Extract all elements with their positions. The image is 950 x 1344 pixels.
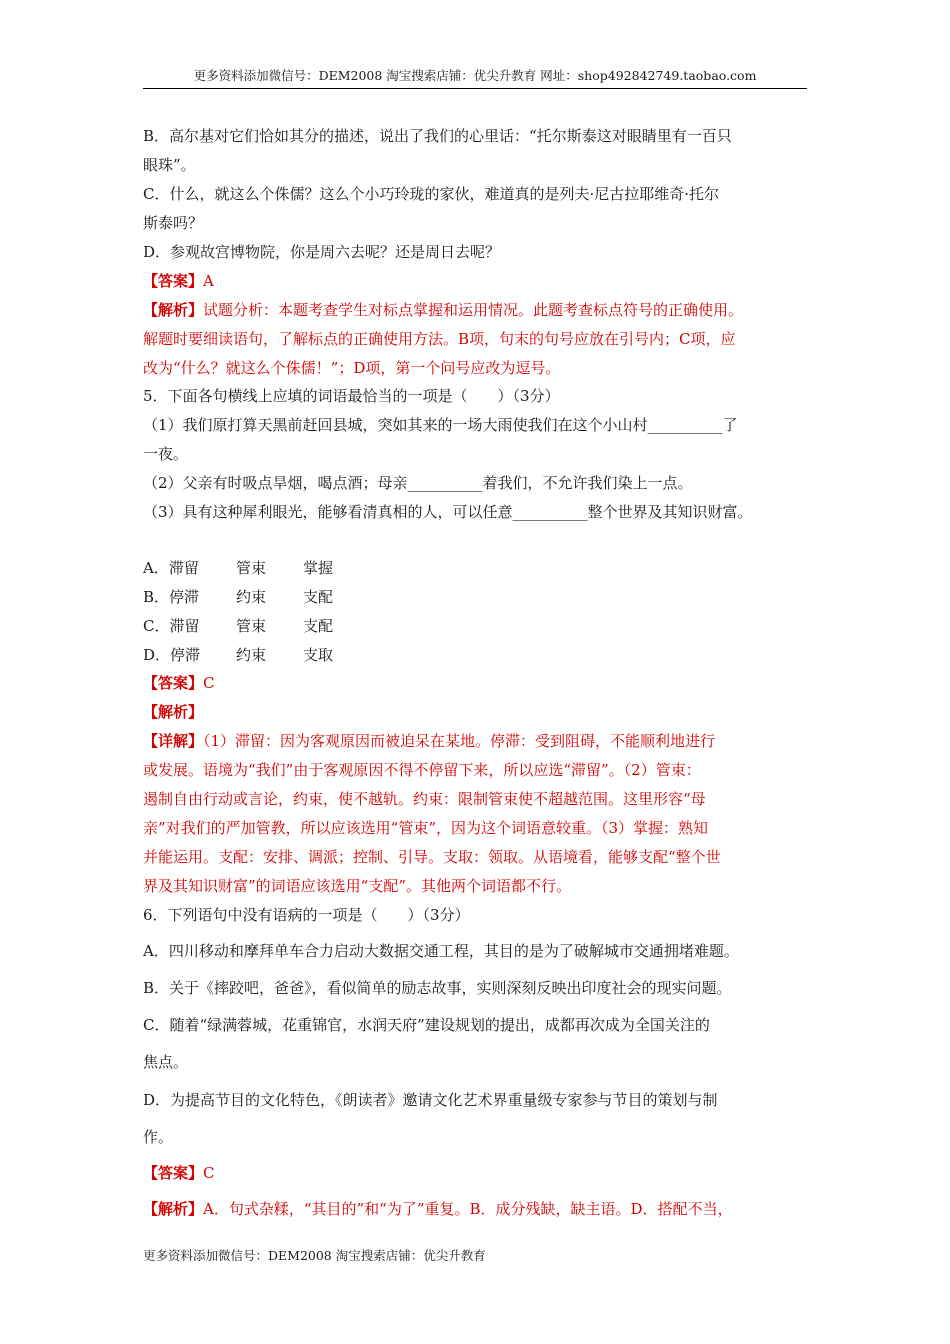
q4-analysis-line3: 改为“什么？就这么个侏儒！”；D项，第一个问号应改为逗号。 bbox=[143, 359, 561, 377]
option-word2: 管束 bbox=[236, 559, 267, 577]
q5-detail-line4: 亲”对我们的严加管教，所以应该选用“管束”，因为这个词语意较重。（3）掌握：熟知 bbox=[143, 819, 709, 837]
q6-answer bbox=[143, 1161, 215, 1185]
q4-answer bbox=[143, 269, 214, 293]
q6-option-c-line2: 焦点。 bbox=[143, 1053, 189, 1071]
q5-option-c bbox=[143, 614, 333, 638]
option-word2: 约束 bbox=[236, 588, 267, 606]
option-word2: 管束 bbox=[236, 617, 267, 635]
page-header: 更多资料添加微信号：DEM2008 淘宝搜索店铺：优尖升教育 网址：shop492842749.taobao.com bbox=[143, 66, 807, 89]
q5-stem: 5．下面各句横线上应填的词语最恰当的一项是（ ）（3分） bbox=[143, 387, 560, 405]
q6-analysis-line1 bbox=[143, 1197, 733, 1221]
q5-detail-line1 bbox=[143, 729, 715, 753]
option-label: A．滞留 bbox=[143, 559, 199, 577]
option-word3: 支配 bbox=[303, 617, 334, 635]
answer-tag: 【答案】 bbox=[143, 1164, 204, 1182]
q6-option-b: B．关于《摔跤吧，爸爸》，看似简单的励志故事，实则深刻反映出印度社会的现实问题。 bbox=[143, 979, 732, 997]
q6-option-c-line1: C．随着“绿满蓉城，花重锦官，水润天府”建设规划的提出，成都再次成为全国关注的 bbox=[143, 1016, 710, 1034]
q4-analysis-line2: 解题时要细读语句，了解标点的正确使用方法。B项，句末的句号应放在引号内；C项，应 bbox=[143, 330, 736, 348]
q5-answer bbox=[143, 671, 215, 695]
q5-detail-line2: 或发展。语境为“我们”由于客观原因不得不停留下来，所以应选“滞留”。（2）管束： bbox=[143, 761, 701, 779]
analysis-tag: 【解析】 bbox=[143, 1200, 204, 1218]
q6-analysis-text1: A．句式杂糅，“其目的”和“为了”重复。B．成分残缺，缺主语。D．搭配不当， bbox=[203, 1200, 733, 1218]
q4-option-b-line2: 眼珠”。 bbox=[143, 156, 196, 174]
q6-option-d-line1: D．为提高节目的文化特色，《朗读者》邀请文化艺术界重量级专家参与节目的策划与制 bbox=[143, 1091, 718, 1109]
q5-sentence1-line2: 一夜。 bbox=[143, 445, 189, 463]
q6-option-a: A．四川移动和摩拜单车合力启动大数据交通工程，其目的是为了破解城市交通拥堵难题。 bbox=[143, 942, 739, 960]
option-word3: 掌握 bbox=[303, 559, 334, 577]
option-label: C．滞留 bbox=[143, 617, 200, 635]
q5-analysis-heading bbox=[143, 700, 203, 724]
analysis-tag: 【解析】 bbox=[143, 301, 204, 319]
q5-sentence1-line1: （1）我们原打算天黑前赶回县城，突如其来的一场大雨使我们在这个小山村__________了 bbox=[143, 416, 738, 434]
option-label: D．停滞 bbox=[143, 646, 201, 664]
q4-option-c-line1: C．什么，就这么个侏儒？这么个小巧玲珑的家伙，难道真的是列夫·尼古拉耶维奇·托尔 bbox=[143, 185, 720, 203]
q4-option-c-line2: 斯泰吗？ bbox=[143, 214, 204, 232]
q5-option-d bbox=[143, 643, 333, 667]
option-word3: 支配 bbox=[303, 588, 334, 606]
q4-analysis-text1: 试题分析：本题考查学生对标点掌握和运用情况。此题考查标点符号的正确使用。 bbox=[203, 301, 744, 319]
answer-value: A bbox=[203, 272, 214, 290]
q5-detail-line5: 并能运用。支配：安排、调派；控制、引导。支取：领取。从语境看，能够支配“整个世 bbox=[143, 848, 721, 866]
q4-option-d: D．参观故宫博物院，你是周六去呢？还是周日去呢？ bbox=[143, 243, 501, 261]
q4-analysis-line1 bbox=[143, 298, 743, 322]
q5-detail-line6: 界及其知识财富”的词语应该选用“支配”。其他两个词语都不行。 bbox=[143, 877, 572, 895]
q6-stem: 6．下列语句中没有语病的一项是（ ）（3分） bbox=[143, 906, 470, 924]
page-footer: 更多资料添加微信号：DEM2008 淘宝搜索店铺：优尖升教育 bbox=[143, 1248, 486, 1263]
answer-tag: 【答案】 bbox=[143, 674, 204, 692]
detail-tag: 【详解】 bbox=[143, 732, 204, 750]
q6-option-d-line2: 作。 bbox=[143, 1128, 174, 1146]
answer-tag: 【答案】 bbox=[143, 272, 204, 290]
q5-sentence2: （2）父亲有时吸点旱烟，喝点酒；母亲__________着我们，不允许我们染上一点。 bbox=[143, 474, 693, 492]
analysis-tag: 【解析】 bbox=[143, 703, 204, 721]
option-word2: 约束 bbox=[236, 646, 267, 664]
option-word3: 支取 bbox=[303, 646, 334, 664]
q5-detail-text1: （1）滞留：因为客观原因而被迫呆在某地。停滞：受到阻碍，不能顺利地进行 bbox=[203, 732, 716, 750]
q5-sentence3: （3）具有这种犀利眼光，能够看清真相的人，可以任意__________整个世界及其知识财富。 bbox=[143, 503, 753, 521]
option-label: B．停滞 bbox=[143, 588, 200, 606]
q4-option-b-line1: B．高尔基对它们恰如其分的描述，说出了我们的心里话：“托尔斯泰这对眼睛里有一百只 bbox=[143, 127, 732, 145]
q5-detail-line3: 遏制自由行动或言论，约束，使不越轨。约束：限制管束使不超越范围。这里形容“母 bbox=[143, 790, 706, 808]
answer-value: C bbox=[203, 1164, 215, 1182]
q5-option-a bbox=[143, 556, 333, 580]
answer-value: C bbox=[203, 674, 215, 692]
q5-option-b bbox=[143, 585, 333, 609]
